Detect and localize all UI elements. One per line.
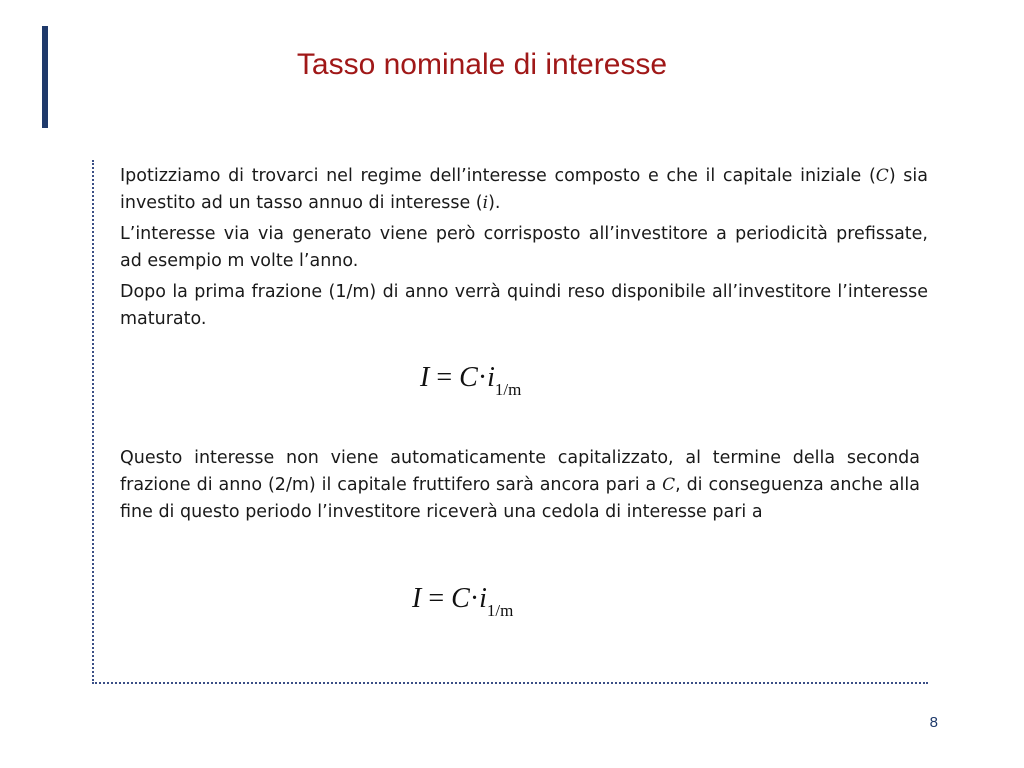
formula-interest-1 xyxy=(420,362,522,399)
paragraph-2: L’interesse via via generato viene però corrisposto all’investitore a periodicità prefissate, ad esempio m volte l’anno. xyxy=(120,224,928,271)
paragraph-1 xyxy=(120,163,928,217)
formula-interest-2 xyxy=(412,583,514,620)
formula-2-subscript: 1/m xyxy=(486,601,514,620)
formula-1-subscript: 1/m xyxy=(494,380,522,399)
page-number: 8 xyxy=(929,714,938,731)
paragraph-1-text-a: Ipotizziamo di trovarci nel regime dell’interesse composto e che il capitale iniziale ( xyxy=(120,166,876,186)
paragraph-3: Dopo la prima frazione (1/m) di anno verrà quindi reso disponibile all’investitore l’interesse maturato. xyxy=(120,282,928,329)
paragraph-4-text-a: Questo interesse non viene automaticamente capitalizzato, al termine della seconda frazione di anno (2/m) il capitale fruttifero sarà ancora pari a xyxy=(120,448,920,495)
paragraph-1-text-c: ). xyxy=(488,193,501,213)
variable-i: i xyxy=(482,193,489,213)
formula-1-lhs: I xyxy=(420,362,430,393)
formula-2-equals: = xyxy=(421,583,452,614)
text-block-bottom xyxy=(120,445,920,530)
formula-1-equals: = xyxy=(429,362,460,393)
formula-1-capital: C xyxy=(459,362,478,393)
formula-2-capital: C xyxy=(451,583,470,614)
formula-1-dot: · xyxy=(477,362,488,393)
paragraph-4 xyxy=(120,445,920,526)
formula-2-rate: i xyxy=(479,583,487,614)
variable-c: C xyxy=(875,166,889,186)
formula-2-dot: · xyxy=(469,583,480,614)
formula-2-lhs: I xyxy=(412,583,422,614)
paragraph-4-text-b: , di conseguenza anche alla fine di questo periodo l’investitore riceverà una cedola di interesse pari a xyxy=(120,475,920,522)
paragraph-1-text-b: ) sia investito ad un tasso annuo di interesse ( xyxy=(120,166,928,213)
variable-c: C xyxy=(662,475,676,495)
slide-title: Tasso nominale di interesse xyxy=(296,48,668,81)
formula-1-rate: i xyxy=(487,362,495,393)
text-block-top xyxy=(120,163,928,337)
